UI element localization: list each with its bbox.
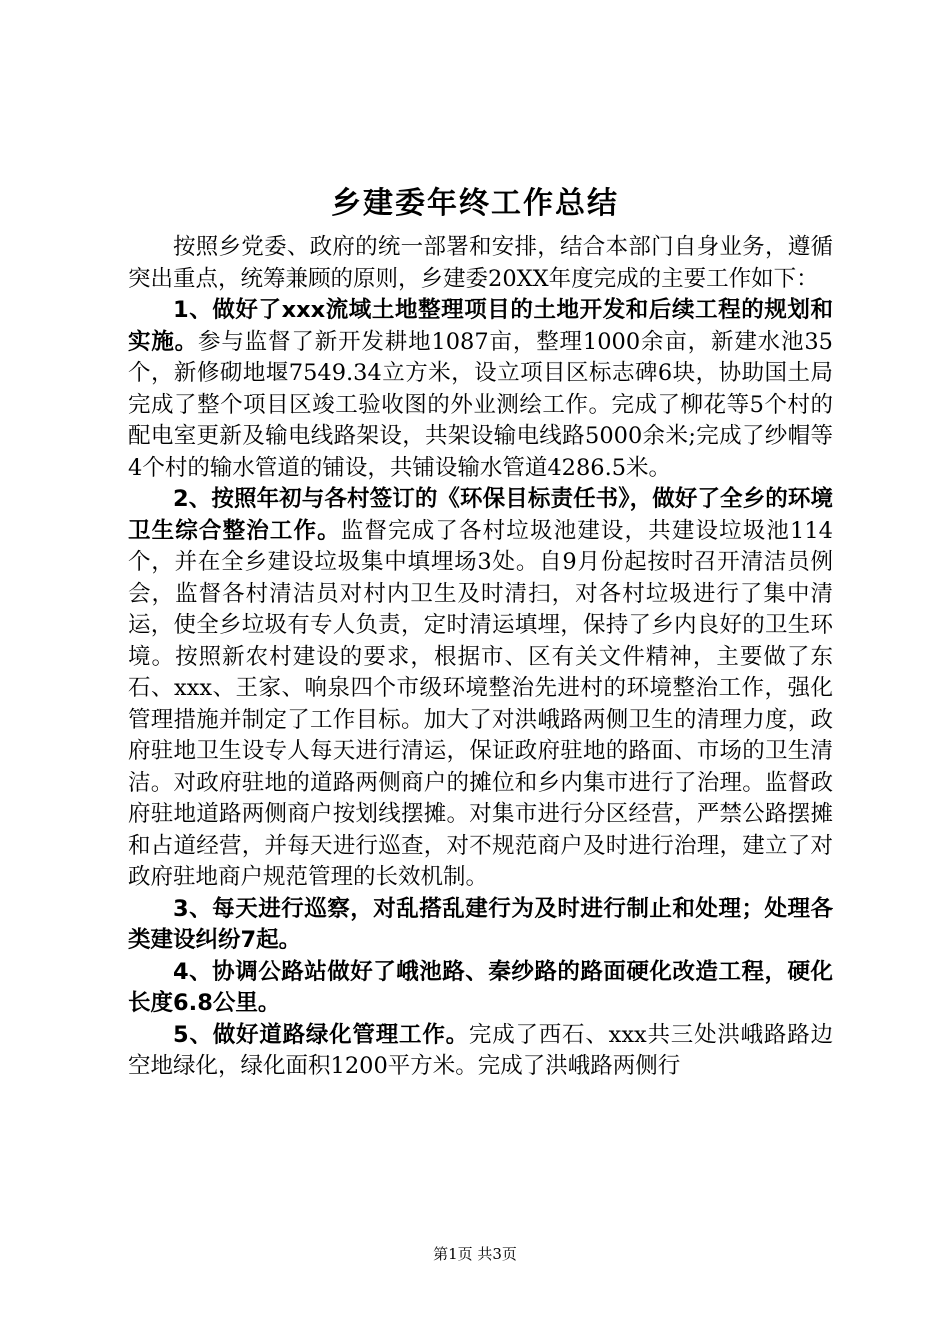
item-heading: 2、按照年初与各村签订的《环保目标责任书》，做好了全乡的环境卫生综合整治工作。: [128, 486, 833, 544]
intro-paragraph: 按照乡党委、政府的统一部署和安排，结合本部门自身业务，遵循突出重点，统筹兼顾的原则，乡建委20XX年度完成的主要工作如下：: [128, 234, 833, 292]
page-footer: 第1页 共3页: [433, 1245, 517, 1263]
list-item: [128, 295, 833, 484]
list-item: [128, 894, 833, 957]
item-text: 完成了西石、xxx共三处洪峨路路边空地绿化，绿化面积1200平方米。完成了洪峨路两侧行: [128, 1021, 834, 1079]
list-item: [128, 484, 833, 894]
item-text: 参与监督了新开发耕地1087亩，整理1000余亩，新建水池35个，新修砌地堰7549.34立方米，设立项目区标志碑6块，协助国土局完成了整个项目区竣工验收图的外业测绘工作。完成了柳花等5个村的配电室更新及输电线路架设，共架设输电线路5000余米;完成了纱帽等4个村的输水管道的铺设，共铺设输水管道4286.5米。: [128, 328, 833, 481]
item-heading: 1、做好了xxx流域土地整理项目的土地开发和后续工程的规划和实施。: [128, 297, 833, 355]
document-title: 乡建委年终工作总结: [331, 186, 619, 221]
item-text: 监督完成了各村垃圾池建设，共建设垃圾池114个，并在全乡建设垃圾集中填埋场3处。自9月份起按时召开清洁员例会，监督各村清洁员对村内卫生及时清扫，对各村垃圾进行了集中清运，使全乡垃圾有专人负责，定时清运填埋，保持了乡内良好的卫生环境。按照新农村建设的要求，根据市、区有关文件精神，主要做了东石、xxx、王家、响泉四个市级环境整治先进村的环境整治工作，强化管理措施并制定了工作目标。加大了对洪峨路两侧卫生的清理力度，政府驻地卫生设专人每天进行清运，保证政府驻地的路面、市场的卫生清洁。对政府驻地的道路两侧商户的摊位和乡内集市进行了治理。监督政府驻地道路两侧商户按划线摆摊。对集市进行分区经营，严禁公路摆摊和占道经营，并每天进行巡查，对不规范商户及时进行治理，建立了对政府驻地商户规范管理的长效机制。: [128, 517, 833, 890]
item-heading: 3、每天进行巡察，对乱搭乱建行为及时进行制止和处理；处理各类建设纠纷7起。: [128, 895, 833, 953]
list-item: [128, 1020, 833, 1083]
item-heading: 5、做好道路绿化管理工作。: [173, 1021, 469, 1048]
item-heading: 4、协调公路站做好了峨池路、秦纱路的路面硬化改造工程，硬化长度6.8公里。: [128, 958, 833, 1016]
document-body: [128, 232, 833, 1083]
list-item: [128, 957, 833, 1020]
